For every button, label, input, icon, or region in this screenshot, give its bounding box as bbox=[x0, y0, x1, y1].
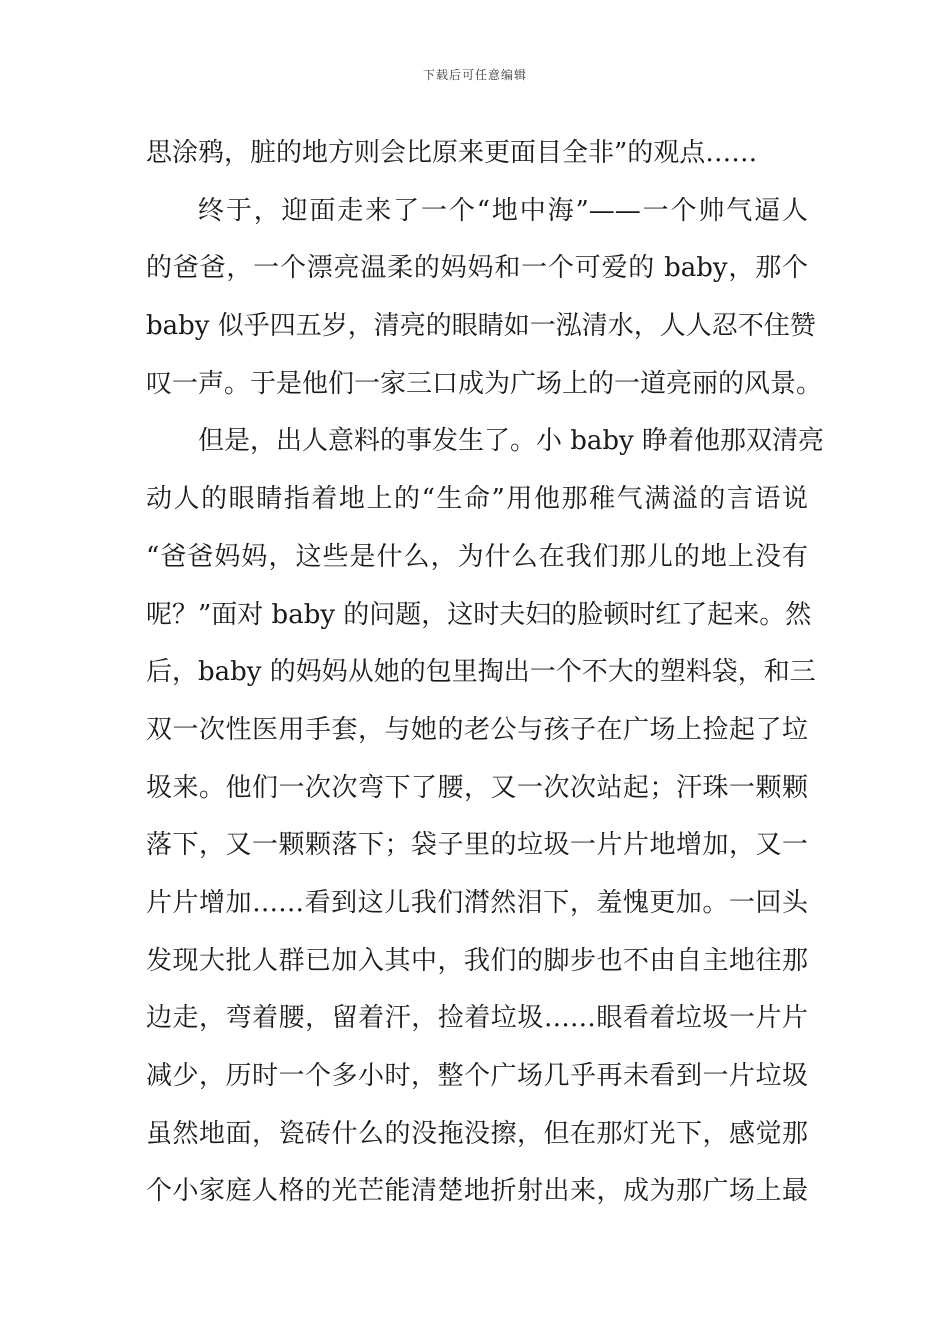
text-line: 终于，迎面走来了一个“地中海”——一个帅气逼人 bbox=[198, 195, 808, 226]
text-line: 落下，又一颗颗落下；袋子里的垃圾一片片地增加，又一 bbox=[146, 830, 808, 861]
text-line: 但是，出人意料的事发生了。小 baby 睁着他那双清亮 bbox=[198, 426, 825, 457]
text-line: 个小家庭人格的光芒能清楚地折射出来，成为那广场上最 bbox=[146, 1176, 808, 1207]
document-body bbox=[146, 125, 825, 1221]
text-line: 呢？”面对 baby 的问题，这时夫妇的脸顿时红了起来。然 bbox=[146, 599, 812, 630]
text-line: 边走，弯着腰，留着汗，捡着垃圾……眼看着垃圾一片片 bbox=[146, 1003, 808, 1034]
text-line: 虽然地面，瓷砖什么的没拖没擦，但在那灯光下，感觉那 bbox=[146, 1118, 808, 1149]
page-header: 下载后可任意编辑 bbox=[422, 68, 527, 82]
text-line: baby 似乎四五岁，清亮的眼睛如一泓清水，人人忍不住赞 bbox=[146, 311, 816, 342]
text-line: 的爸爸，一个漂亮温柔的妈妈和一个可爱的 baby，那个 bbox=[146, 253, 808, 284]
text-line: 后，baby 的妈妈从她的包里掏出一个不大的塑料袋，和三 bbox=[146, 657, 816, 688]
text-line: 发现大批人群已加入其中，我们的脚步也不由自主地往那 bbox=[146, 945, 808, 976]
text-line: 思涂鸦，脏的地方则会比原来更面目全非”的观点…… bbox=[146, 138, 758, 168]
text-line: 双一次性医用手套，与她的老公与孩子在广场上捡起了垃 bbox=[146, 714, 808, 745]
text-line: 圾来。他们一次次弯下了腰，又一次次站起；汗珠一颗颗 bbox=[146, 772, 808, 803]
text-line: 减少，历时一个多小时，整个广场几乎再未看到一片垃圾 bbox=[146, 1061, 808, 1091]
text-line: “爸爸妈妈，这些是什么，为什么在我们那儿的地上没有 bbox=[146, 541, 808, 572]
text-line: 片片增加……看到这儿我们潸然泪下，羞愧更加。一回头 bbox=[146, 887, 808, 918]
text-line: 动人的眼睛指着地上的“生命”用他那稚气满溢的言语说 bbox=[146, 484, 808, 515]
text-line: 叹一声。于是他们一家三口成为广场上的一道亮丽的风景。 bbox=[146, 368, 823, 399]
